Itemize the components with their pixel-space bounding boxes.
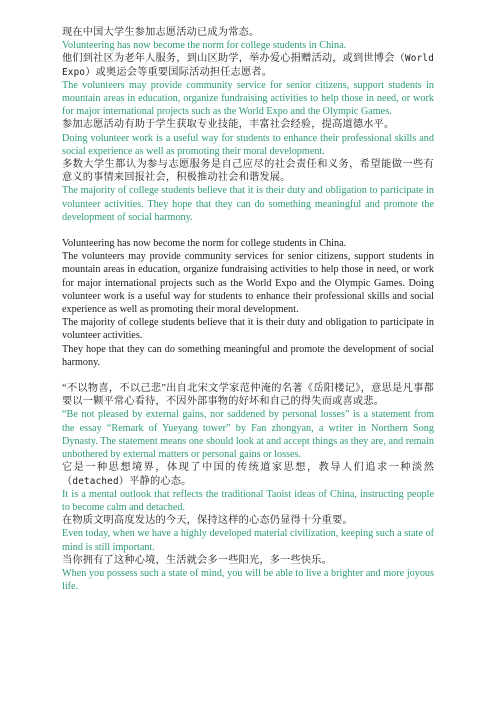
cn-text: ）平静的心态。 [118,475,192,487]
cn-inline-english: detached [72,475,119,487]
summary-sentence-1: Volunteering has now become the norm for college students in China. [62,238,347,250]
en-quote-2: It is a mental outlook that reflects the traditional Taoist ideas of China, instructing people to become calm and detached. [62,488,434,513]
cn-text: 他们到社区为老年人服务，到山区助学，举办爱心捐赠活动，或到世博会（ [62,53,405,65]
en-translation-2: The volunteers may provide community service for senior citizens, support students in mountain areas in education, organize fundraising activities to help those in need, or work for major international projects such as the World Expo and the Olympic Games. [62,79,434,118]
cn-sentence-4: 多数大学生都认为参与志愿服务是自己应尽的社会责任和义务，希望能做一些有意义的事情来回报社会，积极推动社会和谐发展。 [62,159,434,184]
cn-quote-1: “不以物喜，不以己悲”出自北宋文学家范仲淹的名著《岳阳楼记》，意思是凡事都要以一颗平常心看待，不因外部事物的好坏和自己的得失而或喜或悲。 [62,383,434,408]
summary-sentence-4: They hope that they can do something meaningful and promote the development of social harmony. [62,343,434,368]
summary-sentence-3: The majority of college students believe that it is their duty and obligation to participate in volunteer activities. [62,317,434,342]
en-translation-4: The majority of college students believe that it is their duty and obligation to participate in volunteer activities. They hope that they can do something meaningful and promote the development of social harmony. [62,185,434,223]
cn-sentence-3: 参加志愿活动有助于学生获取专业技能，丰富社会经验，提高道德水平。 [62,119,395,131]
document-page [62,26,434,593]
cn-quote-4: 当你拥有了这种心境，生活就会多一些阳光，多一些快乐。 [62,554,333,566]
en-translation-3: Doing volunteer work is a useful way for students to enhance their professional skills and social experience as well as promoting their moral development. [62,132,434,157]
summary-sentence-2: The volunteers may provide community services for senior citizens, support students in mountain areas in education, organize fundraising activities to help those in need, or work for major international projects such as the World Expo and the Olympic Games. Doing volunteer work is a useful way for students to enhance their professional skills and social experience as well as promoting their moral development. [62,251,434,316]
cn-quote-2 [62,461,434,487]
en-translation-1: Volunteering has now become the norm for college students in China. [62,40,347,52]
cn-text: 它是一种思想境界，体现了中国的传统道家思想，教导人们追求一种淡然（ [62,462,434,487]
en-quote-3: Even today, when we have a highly developed material civilization, keeping such a state of mind is still important. [62,528,434,553]
cn-quote-3: 在物质文明高度发达的今天，保持这样的心态仍显得十分重要。 [62,515,353,527]
en-quote-4: When you possess such a state of mind, you will be able to live a brighter and more joyous life. [62,567,434,593]
cn-text: ）或奥运会等重要国际活动担任志愿者。 [85,66,273,78]
cn-inline-english: World Expo [62,53,434,78]
cn-sentence-1: 现在中国大学生参加志愿活动已成为常态。 [62,27,260,38]
en-quote-1: “Be not pleased by external gains, nor saddened by personal losses” is a statement from the essay “Remark of Yueyang tower” by Fan zhongyan, a writer in Northern Song Dynasty. The statement means one should look at and accept things as they are, and remain unbothered by external matters or personal gains or losses. [62,409,434,461]
cn-sentence-2 [62,52,434,78]
